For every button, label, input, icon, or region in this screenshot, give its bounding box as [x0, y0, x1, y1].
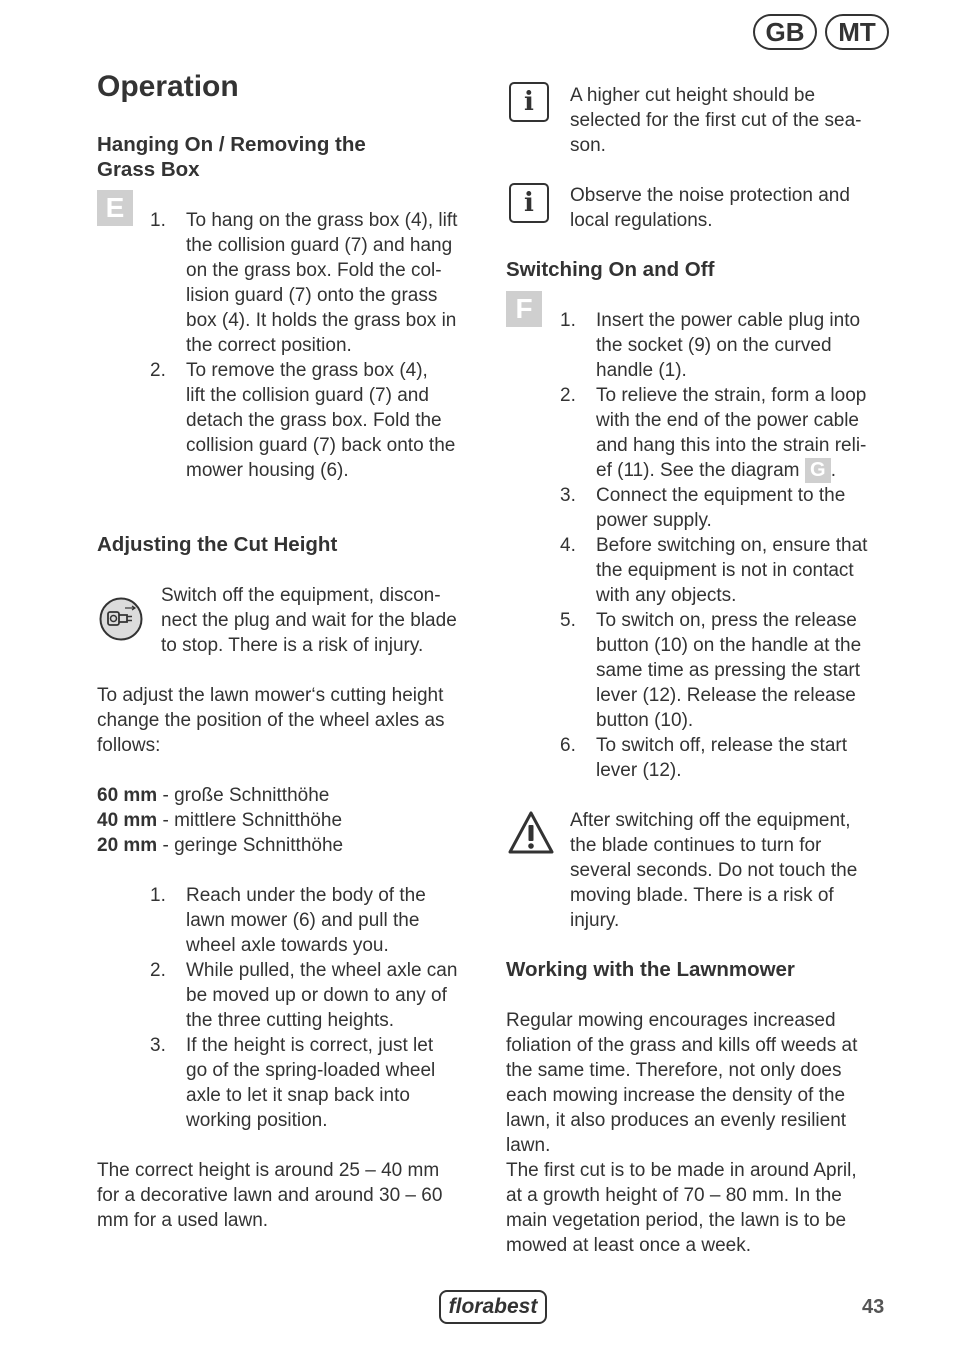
- page-number: 43: [862, 1296, 885, 1318]
- step-line: and hang this into the strain reli-: [596, 435, 867, 456]
- step-number: 1.: [560, 310, 576, 331]
- warning-icon: [507, 810, 555, 856]
- list-item: [150, 958, 490, 1033]
- figure-reference-f: F: [506, 291, 542, 327]
- section-heading-working: Working with the Lawnmower: [506, 958, 795, 981]
- height-value: 40 mm: [97, 810, 158, 831]
- step-line: power supply.: [596, 510, 712, 531]
- text-line: several seconds. Do not touch the: [570, 860, 858, 881]
- text-line: foliation of the grass and kills off weeds at: [506, 1035, 858, 1056]
- step-line: To switch off, release the start: [596, 735, 847, 756]
- step-line: with any objects.: [596, 585, 737, 606]
- step-line: the collision guard (7) and hang: [186, 235, 453, 256]
- height-row: [97, 808, 343, 833]
- step-line: lawn mower (6) and pull the: [186, 910, 420, 931]
- section-heading-grass-box: [97, 132, 366, 182]
- step-number: 3.: [150, 1035, 166, 1056]
- height-desc: - mittlere Schnitthöhe: [157, 810, 343, 831]
- list-item: [560, 383, 900, 483]
- grass-box-steps: [150, 208, 490, 483]
- info-note-noise: [570, 183, 850, 233]
- cut-height-list: [97, 783, 343, 858]
- text-line: son.: [570, 135, 606, 156]
- height-row: [97, 783, 343, 808]
- step-line: the three cutting heights.: [186, 1010, 395, 1031]
- step-line: button (10).: [596, 710, 694, 731]
- step-line: the socket (9) on the curved: [596, 335, 832, 356]
- step-line: Insert the power cable plug into: [596, 310, 861, 331]
- step-line: handle (1).: [596, 360, 687, 381]
- list-item: [150, 883, 490, 958]
- step-line: box (4). It holds the grass box in: [186, 310, 457, 331]
- list-item: [560, 308, 900, 383]
- step-line: be moved up or down to any of: [186, 985, 447, 1006]
- step-line: To hang on the grass box (4), lift: [186, 210, 458, 231]
- text-line: for a decorative lawn and around 30 – 60: [97, 1185, 443, 1206]
- florabest-logo: florabest: [439, 1290, 547, 1324]
- step-line: If the height is correct, just let: [186, 1035, 434, 1056]
- switching-steps: [560, 308, 900, 783]
- list-item: [560, 483, 900, 533]
- text-line: main vegetation period, the lawn is to be: [506, 1210, 847, 1231]
- step-line: lever (12).: [596, 760, 682, 781]
- cut-height-intro: [97, 683, 445, 758]
- step-line: lever (12). Release the release: [596, 685, 856, 706]
- height-row: [97, 833, 343, 858]
- lang-badge-mt: MT: [825, 14, 889, 50]
- text-line: A higher cut height should be: [570, 85, 816, 106]
- step-line: with the end of the power cable: [596, 410, 860, 431]
- text-line: to stop. There is a risk of injury.: [161, 635, 424, 656]
- step-number: 1.: [150, 210, 166, 231]
- page-title: Operation: [97, 70, 239, 103]
- text-line: local regulations.: [570, 210, 713, 231]
- step-line: the equipment is not in contact: [596, 560, 854, 581]
- text-line: the same time. Therefore, not only does: [506, 1060, 842, 1081]
- text-line: To adjust the lawn mower‘s cutting height: [97, 685, 444, 706]
- step-line: button (10) on the handle at the: [596, 635, 862, 656]
- step-line: collision guard (7) back onto the: [186, 435, 456, 456]
- step-line: Before switching on, ensure that: [596, 535, 868, 556]
- figure-reference-g: G: [805, 458, 831, 483]
- text-line: injury.: [570, 910, 620, 931]
- step-line: mower housing (6).: [186, 460, 349, 481]
- text-line: nect the plug and wait for the blade: [161, 610, 457, 631]
- step-line: the correct position.: [186, 335, 352, 356]
- text-line: mm for a used lawn.: [97, 1210, 269, 1231]
- lang-badge-gb: GB: [753, 14, 817, 50]
- unplug-warning-text: [161, 583, 457, 658]
- step-line-text: ef (11). See the diagram: [596, 460, 805, 481]
- list-item: [150, 208, 490, 358]
- height-desc: - große Schnitthöhe: [157, 785, 330, 806]
- text-line: mowed at least once a week.: [506, 1235, 752, 1256]
- info-note-cut-height: [570, 83, 861, 158]
- height-value: 60 mm: [97, 785, 158, 806]
- step-number: 2.: [150, 960, 166, 981]
- working-paragraph-2: [506, 1158, 857, 1258]
- heading-line: Grass Box: [97, 158, 200, 181]
- text-line: lawn, it also produces an evenly resilient: [506, 1110, 847, 1131]
- info-icon: i: [509, 82, 549, 122]
- list-item: [150, 358, 490, 483]
- text-line: The correct height is around 25 – 40 mm: [97, 1160, 440, 1181]
- list-item: [560, 533, 900, 608]
- figure-reference-e: E: [97, 190, 133, 226]
- step-line: Reach under the body of the: [186, 885, 426, 906]
- list-item: [560, 733, 900, 783]
- step-number: 5.: [560, 610, 576, 631]
- text-line: follows:: [97, 735, 161, 756]
- step-line: Connect the equipment to the: [596, 485, 846, 506]
- step-number: 2.: [150, 360, 166, 381]
- blade-warning-text: [570, 808, 857, 933]
- step-line: same time as pressing the start: [596, 660, 860, 681]
- section-heading-switching: Switching On and Off: [506, 258, 715, 281]
- step-line: axle to let it snap back into: [186, 1085, 410, 1106]
- step-line: [596, 458, 900, 483]
- text-line: selected for the first cut of the sea-: [570, 110, 862, 131]
- step-number: 3.: [560, 485, 576, 506]
- step-line: go of the spring-loaded wheel: [186, 1060, 436, 1081]
- text-line: at a growth height of 70 – 80 mm. In the: [506, 1185, 842, 1206]
- text-line: Regular mowing encourages increased: [506, 1010, 836, 1031]
- text-line: change the position of the wheel axles as: [97, 710, 445, 731]
- step-line: wheel axle towards you.: [186, 935, 389, 956]
- text-line: moving blade. There is a risk of: [570, 885, 834, 906]
- height-value: 20 mm: [97, 835, 158, 856]
- step-number: 4.: [560, 535, 576, 556]
- working-paragraph-1: [506, 1008, 857, 1158]
- step-line: lift the collision guard (7) and: [186, 385, 429, 406]
- step-line: on the grass box. Fold the col-: [186, 260, 442, 281]
- heading-line: Hanging On / Removing the: [97, 133, 366, 156]
- step-line: To remove the grass box (4),: [186, 360, 428, 381]
- step-line: working position.: [186, 1110, 328, 1131]
- step-line: While pulled, the wheel axle can: [186, 960, 458, 981]
- step-number: 2.: [560, 385, 576, 406]
- height-desc: - geringe Schnitthöhe: [157, 835, 344, 856]
- step-number: 6.: [560, 735, 576, 756]
- step-line: To relieve the strain, form a loop: [596, 385, 867, 406]
- text-line: lawn.: [506, 1135, 551, 1156]
- list-item: [560, 608, 900, 733]
- unplug-icon: [99, 597, 143, 641]
- cut-height-outro: [97, 1158, 442, 1233]
- text-line: Observe the noise protection and: [570, 185, 850, 206]
- step-line-text: .: [830, 460, 837, 481]
- section-heading-cut-height: Adjusting the Cut Height: [97, 533, 338, 556]
- step-line: detach the grass box. Fold the: [186, 410, 442, 431]
- text-line: the blade continues to turn for: [570, 835, 822, 856]
- text-line: Switch off the equipment, discon-: [161, 585, 441, 606]
- info-icon: i: [509, 183, 549, 223]
- list-item: [150, 1033, 490, 1133]
- step-number: 1.: [150, 885, 166, 906]
- text-line: each mowing increase the density of the: [506, 1085, 846, 1106]
- step-line: lision guard (7) onto the grass: [186, 285, 438, 306]
- cut-height-steps: [150, 883, 490, 1133]
- text-line: After switching off the equipment,: [570, 810, 851, 831]
- text-line: The first cut is to be made in around April,: [506, 1160, 857, 1181]
- step-line: To switch on, press the release: [596, 610, 857, 631]
